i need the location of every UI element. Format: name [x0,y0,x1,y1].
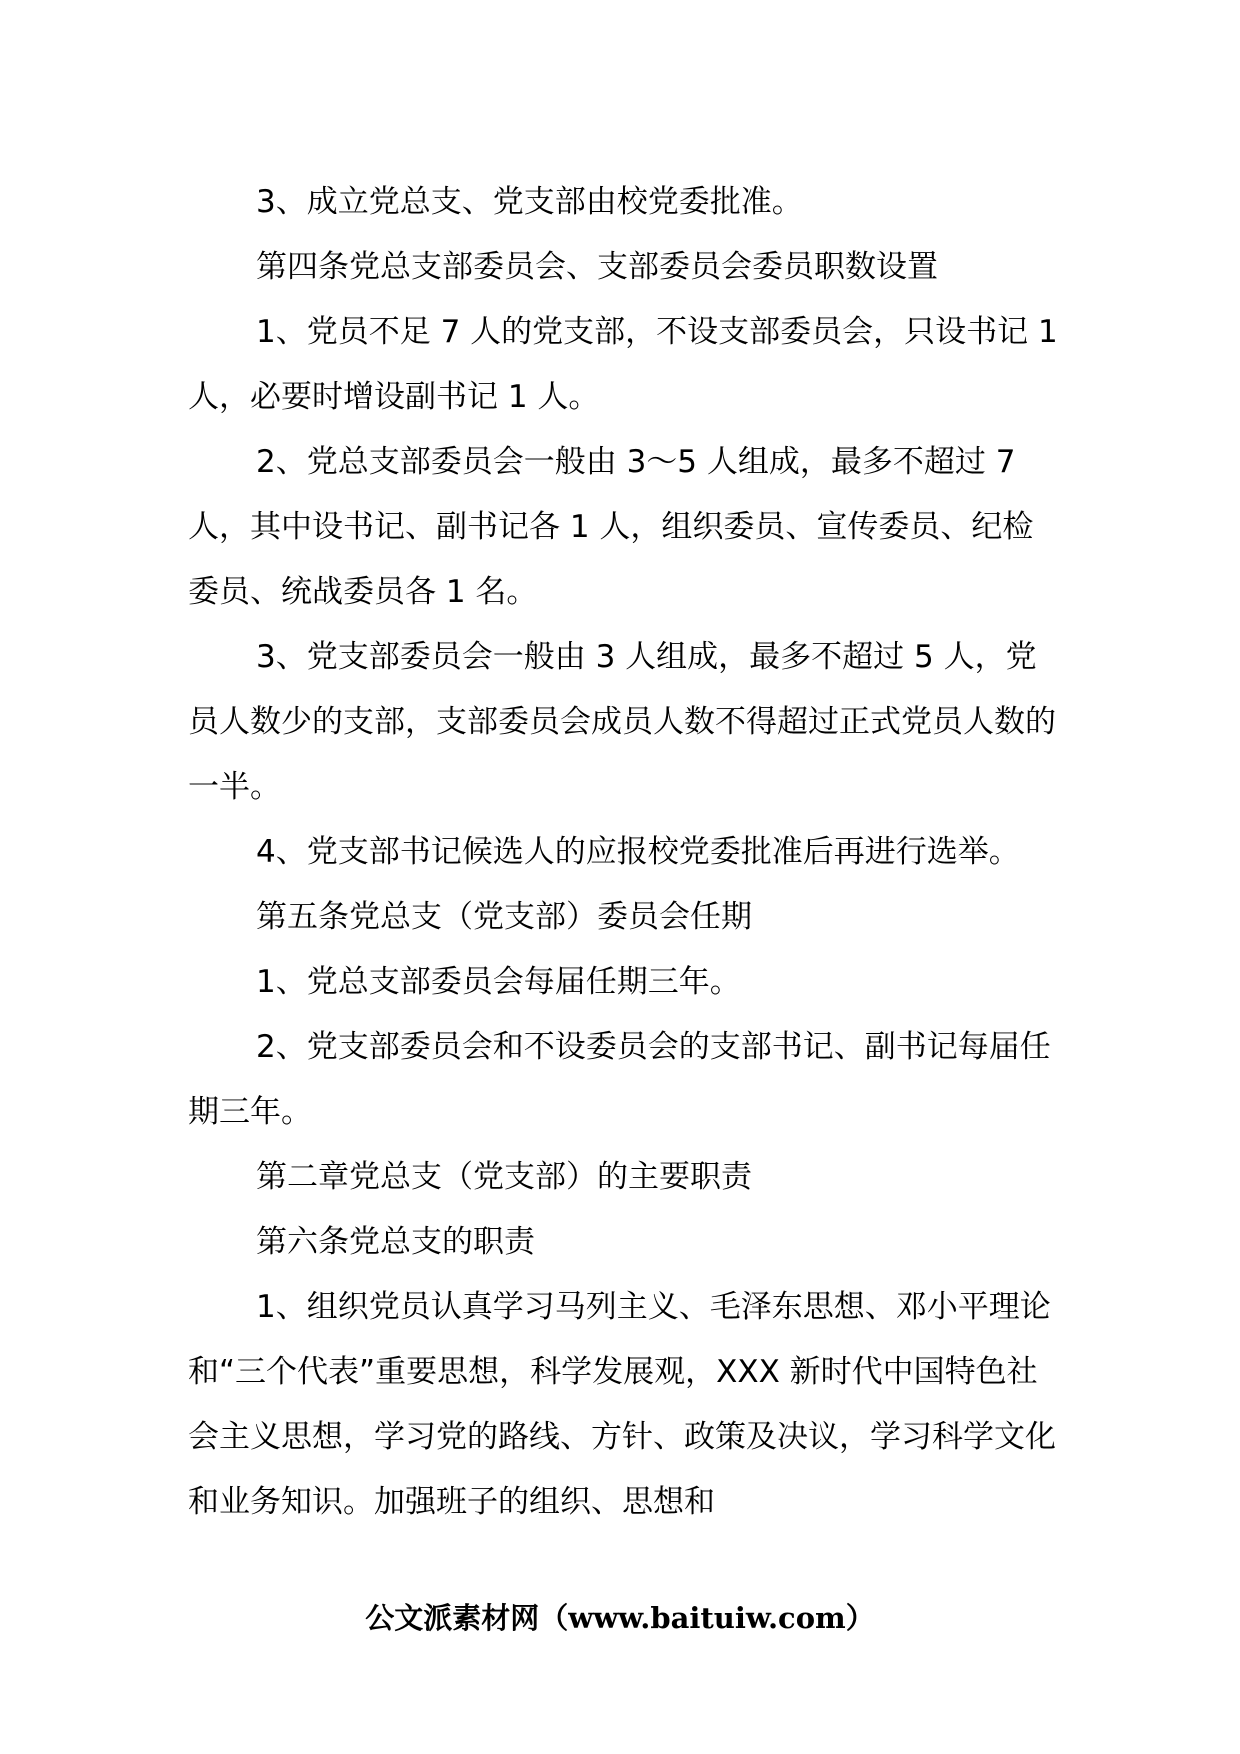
paragraph-4-4: 4、党支部书记候选人的应报校党委批准后再进行选举。 [256,834,1020,870]
paragraph-4-2: 2、党总支部委员会一般由 3～5 人组成，最多不超过 7 人，其中设书记、副书记各 1 人，组织委员、宣传委员、纪检委员、统战委员各 1 名。 [188,444,1034,610]
article-6-heading: 第六条党总支的职责 [256,1224,535,1260]
paragraph-4-3: 3、党支部委员会一般由 3 人组成，最多不超过 5 人，党员人数少的支部，支部委员会成员人数不得超过正式党员人数的一半。 [188,639,1056,805]
paragraph-4-1: 1、党员不足 7 人的党支部，不设支部委员会，只设书记 1 人，必要时增设副书记 1 人。 [188,314,1058,415]
document-body [188,170,1058,1535]
paragraph-establish-approval: 3、成立党总支、党支部由校党委批准。 [256,184,803,220]
article-4-heading: 第四条党总支部委员会、支部委员会委员职数设置 [256,249,938,285]
paragraph-5-1: 1、党总支部委员会每届任期三年。 [256,964,741,1000]
article-5-heading: 第五条党总支（党支部）委员会任期 [256,899,752,935]
paragraph-6-1: 1、组织党员认真学习马列主义、毛泽东思想、邓小平理论和“三个代表”重要思想，科学发展观，XXX 新时代中国特色社会主义思想，学习党的路线、方针、政策及决议，学习科学文化和业务知识。加强班子的组织、思想和 [188,1289,1056,1520]
chapter-2-heading: 第二章党总支（党支部）的主要职责 [256,1159,752,1195]
paragraph-5-2: 2、党支部委员会和不设委员会的支部书记、副书记每届任期三年。 [188,1029,1051,1130]
page-footer-watermark: 公文派素材网（www.baituiw.com） [365,1601,875,1635]
